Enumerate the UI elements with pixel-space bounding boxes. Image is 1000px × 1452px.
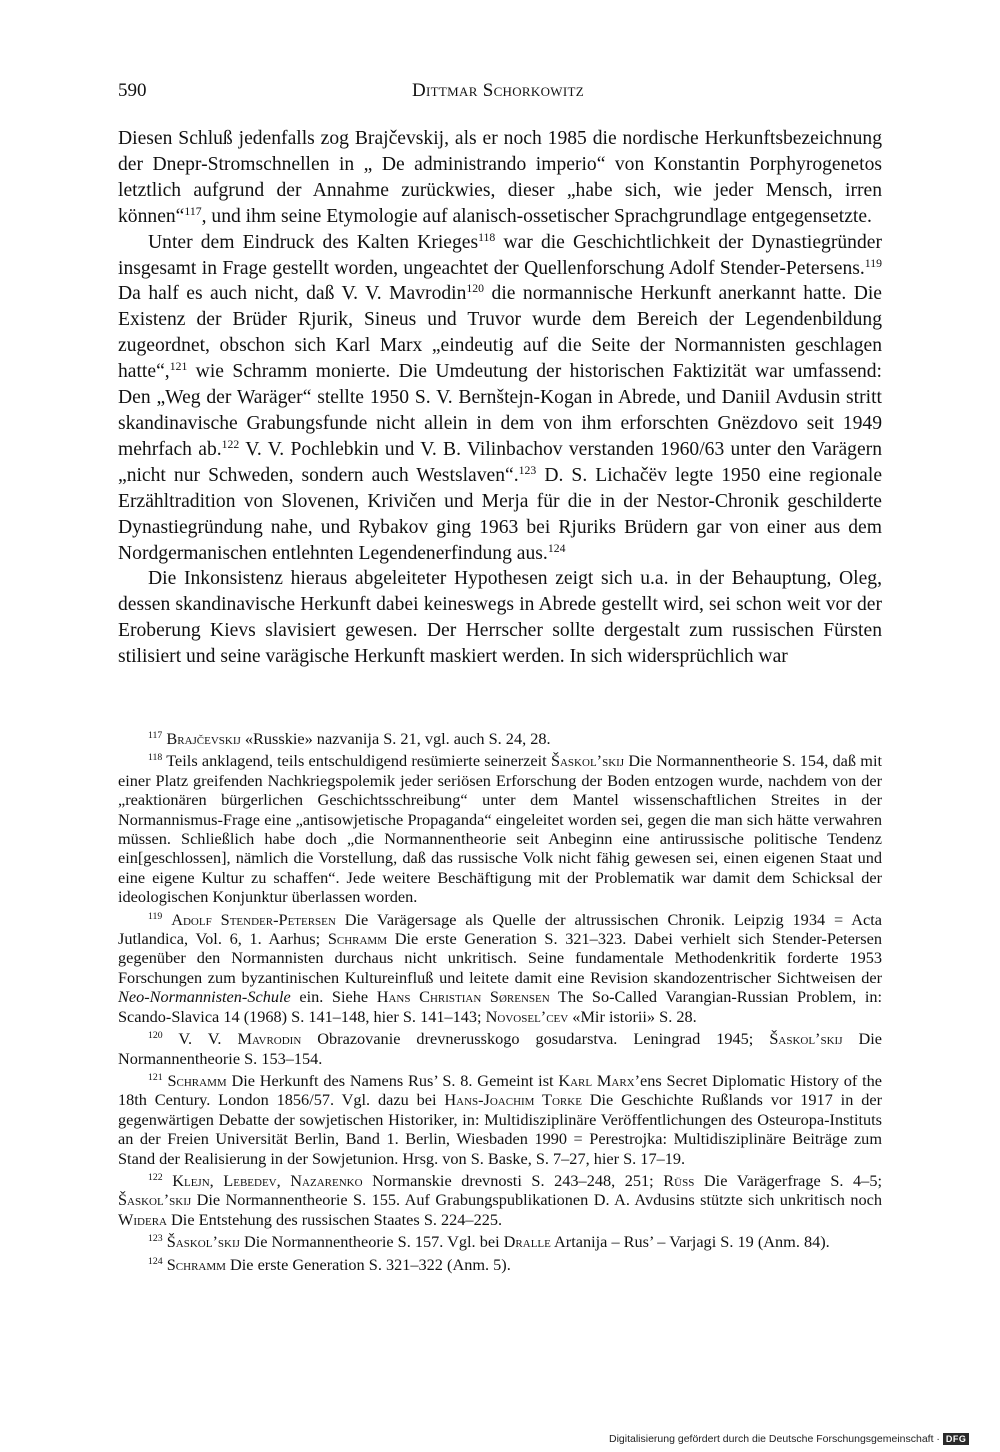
main-text [118,126,882,670]
footnote-121: $^{121}$ Schramm Die Herkunft des Namens Rus’ S. 8. Gemeint ist Karl Marx’ens Secret Diplomatic History of the 18th Century. London 1856/57. Vgl. dazu bei Hans-Joachim Torke Die Geschichte Rußlands vor 1917 in der gegenwärtigen Debatte der sowjetischen Historiker, in: Multidisziplinäre Veröffentlichungen des Osteuropa-Instituts an der Freien Universität Berlin, Band 1. Berlin, Wiesbaden 1990 = Perestrojka: Multidisziplinäre Beiträge zum Stand der Realisierung in der Sowjetunion. Hrsg. von S. Baske, S. 7–27, hier S. 17–19. [118,1070,882,1168]
paragraph: Die Inkonsistenz hieraus abgeleiteter Hypothesen zeigt sich u.a. in der Behauptung, Oleg, dessen skandinavische Herkunft dabei keineswegs in Abrede gestellt wird, sei schon weit vor der Eroberung Kievs slavisiert gewesen. Der Herrscher sollte dergestalt zum russischen Fürsten stilisiert und seine varägische Herkunft maskiert werden. In sich widersprüchlich war [118,568,882,668]
footnote-ref[interactable]: 119 [864,256,882,270]
footnote-ref[interactable]: 118 [478,230,496,244]
footnote-123: $^{123}$ Šaskol’skij Die Normannentheorie S. 157. Vgl. bei Dralle Artanija – Rus’ – Varjagi S. 19 (Anm. 84). [148,1232,830,1252]
footnotes [118,729,882,1277]
running-head: Dittmar Schorkowitz [412,80,584,101]
dfg-logo: DFG [943,1433,970,1445]
footnote-120: $^{120}$ V. V. Mavrodin Obrazovanie drevnerusskogo gosudarstva. Leningrad 1945; Šaskol’skij Die Normannentheorie S. 153–154. [118,1029,882,1068]
paragraph: Unter dem Eindruck des Kalten Krieges$^{118}$ war die Geschichtlichkeit der Dynastiegründer insgesamt in Frage gestellt worden, ungeachtet der Quellenforschung Adolf Stender-Petersens.$^{119}$ Da half es auch nicht, daß V. V. Mavrodin$^{120}$ die normannische Herkunft anerkannt hatte. Die Existenz der Brüder Rjurik, Sineus und Truvor wurde dem Bereich der Legendenbildung zugeordnet, obschon sich Karl Marx „eindeutig auf die Seite der Normannisten geschlagen hatte“,$^{121}$ wie Schramm monierte. Die Umdeutung der historischen Faktizität war umfassend: Den „Weg der Waräger“ stellte 1950 S. V. Bernštejn-Kogan in Abrede, und Daniil Avdusin stritt skandinavische Grabungsfunde nicht allein in dem von ihm erforschten Gnëzdovo seit 1949 mehrfach ab.$^{122}$ V. V. Pochlebkin und V. B. Vilinbachov verstanden 1960/63 unter den Varägern „nicht nur Schweden, sondern auch Westslaven“.$^{123}$ D. S. Lichačëv legte 1950 eine regionale Erzähltradition von Slovenen, Krivičen und Merja für die in der Nestor-Chronik geschilderte Dynastiegründung nahe, und Rybakov ging 1963 bei Rjuriks Brüdern gar von einer aus dem Nordgermanischen entlehnten Legendenerfindung aus.$^{124}$ [118,230,883,564]
paragraph: Diesen Schluß jedenfalls zog Brajčevskij, als er noch 1985 die nordische Herkunftsbezeichnung der Dnepr-Stromschnellen in „ De administrando imperio“ von Konstantin Porphyrogenetos letztlich aufgrund der Annahme zurückwies, dieser „habe sich, wie jeder Mensch, irren können“$^{117}$, und ihm seine Etymologie auf alanisch-ossetischer Sprachgrundlage entgegensetzte. [118,128,882,227]
footnote-119: $^{119}$ Adolf Stender-Petersen Die Varägersage als Quelle der altrussischen Chronik. Leipzig 1934 = Acta Jutlandica, Vol. 6, 1. Aarhus; Schramm Die erste Generation S. 321–323. Dabei verhielt sich Stender-Petersen gegenüber den Normannisten durchaus nicht unkritisch. Seine fundamentale Methodenkritik forderte 1953 Forschungen zum byzantinischen Kultureinfluß und leitete damit eine Revision skandozentrischer Sichtweisen der Neo-Normannisten-Schule ein. Siehe Hans Christian Sørensen The So-Called Varangian-Russian Problem, in: Scando-Slavica 14 (1968) S. 141–148, hier S. 141–143; Novosel’cev «Mir istorii» S. 28. [118,909,883,1026]
page-number: 590 [118,80,147,101]
footer-text: Digitalisierung gefördert durch die Deutsche Forschungsgemeinschaft · [609,1433,940,1445]
digitization-footer [609,1433,969,1445]
footnote-122: $^{122}$ Klejn, Lebedev, Nazarenko Normanskie drevnosti S. 243–248, 251; Rüß Die Varägerfrage S. 4–5; Šaskol’skij Die Normannentheorie S. 155. Auf Grabungspublikationen D. A. Avdusins stützte sich unkritisch noch Widera Die Entstehung des russischen Staates S. 224–225. [118,1170,882,1229]
footnote-ref[interactable]: 124 [547,541,566,555]
footnote-117: $^{117}$ Brajčevskij «Russkie» nazvanija S. 21, vgl. auch S. 24, 28. [148,729,551,748]
footnote-ref[interactable]: 117 [184,204,202,218]
footnote-ref[interactable]: 120 [466,282,485,296]
page-header [118,80,878,104]
footnote-ref[interactable]: 121 [169,360,188,374]
footnote-118: $^{118}$ Teils anklagend, teils entschuldigend resümierte seinerzeit Šaskol’skij Die Normannentheorie S. 154, daß mit einer Platz greifenden Nachkriegspolemik jeder seriösen Erforschung der Boden entzogen wurde, nachdem von der „reaktionären bürgerlichen Geschichtsschreibung“ unter dem Mantel wissenschaftlichen Streites in der Normannismus-Frage eine „antisowjetische Propaganda“ eingeleitet worden sei, gegen die man sich hätte verwahren müssen. Schließlich habe doch „die Normannentheorie seit Anbeginn eine antirussische politische Tendenz ein[geschlossen], nämlich die Vorstellung, daß das russische Volk nicht fähig gewesen sei, einen eigenen Staat und eine eigene Kultur zu schaffen“. Jede weitere Beschäftigung mit der Problematik war damit dem Schicksal der ideologischen Konjunktur überlassen worden. [118,751,882,907]
footnote-124: $^{124}$ Schramm Die erste Generation S. 321–322 (Anm. 5). [148,1254,511,1274]
footnote-ref[interactable]: 123 [518,463,537,477]
footnote-ref[interactable]: 122 [221,437,240,451]
